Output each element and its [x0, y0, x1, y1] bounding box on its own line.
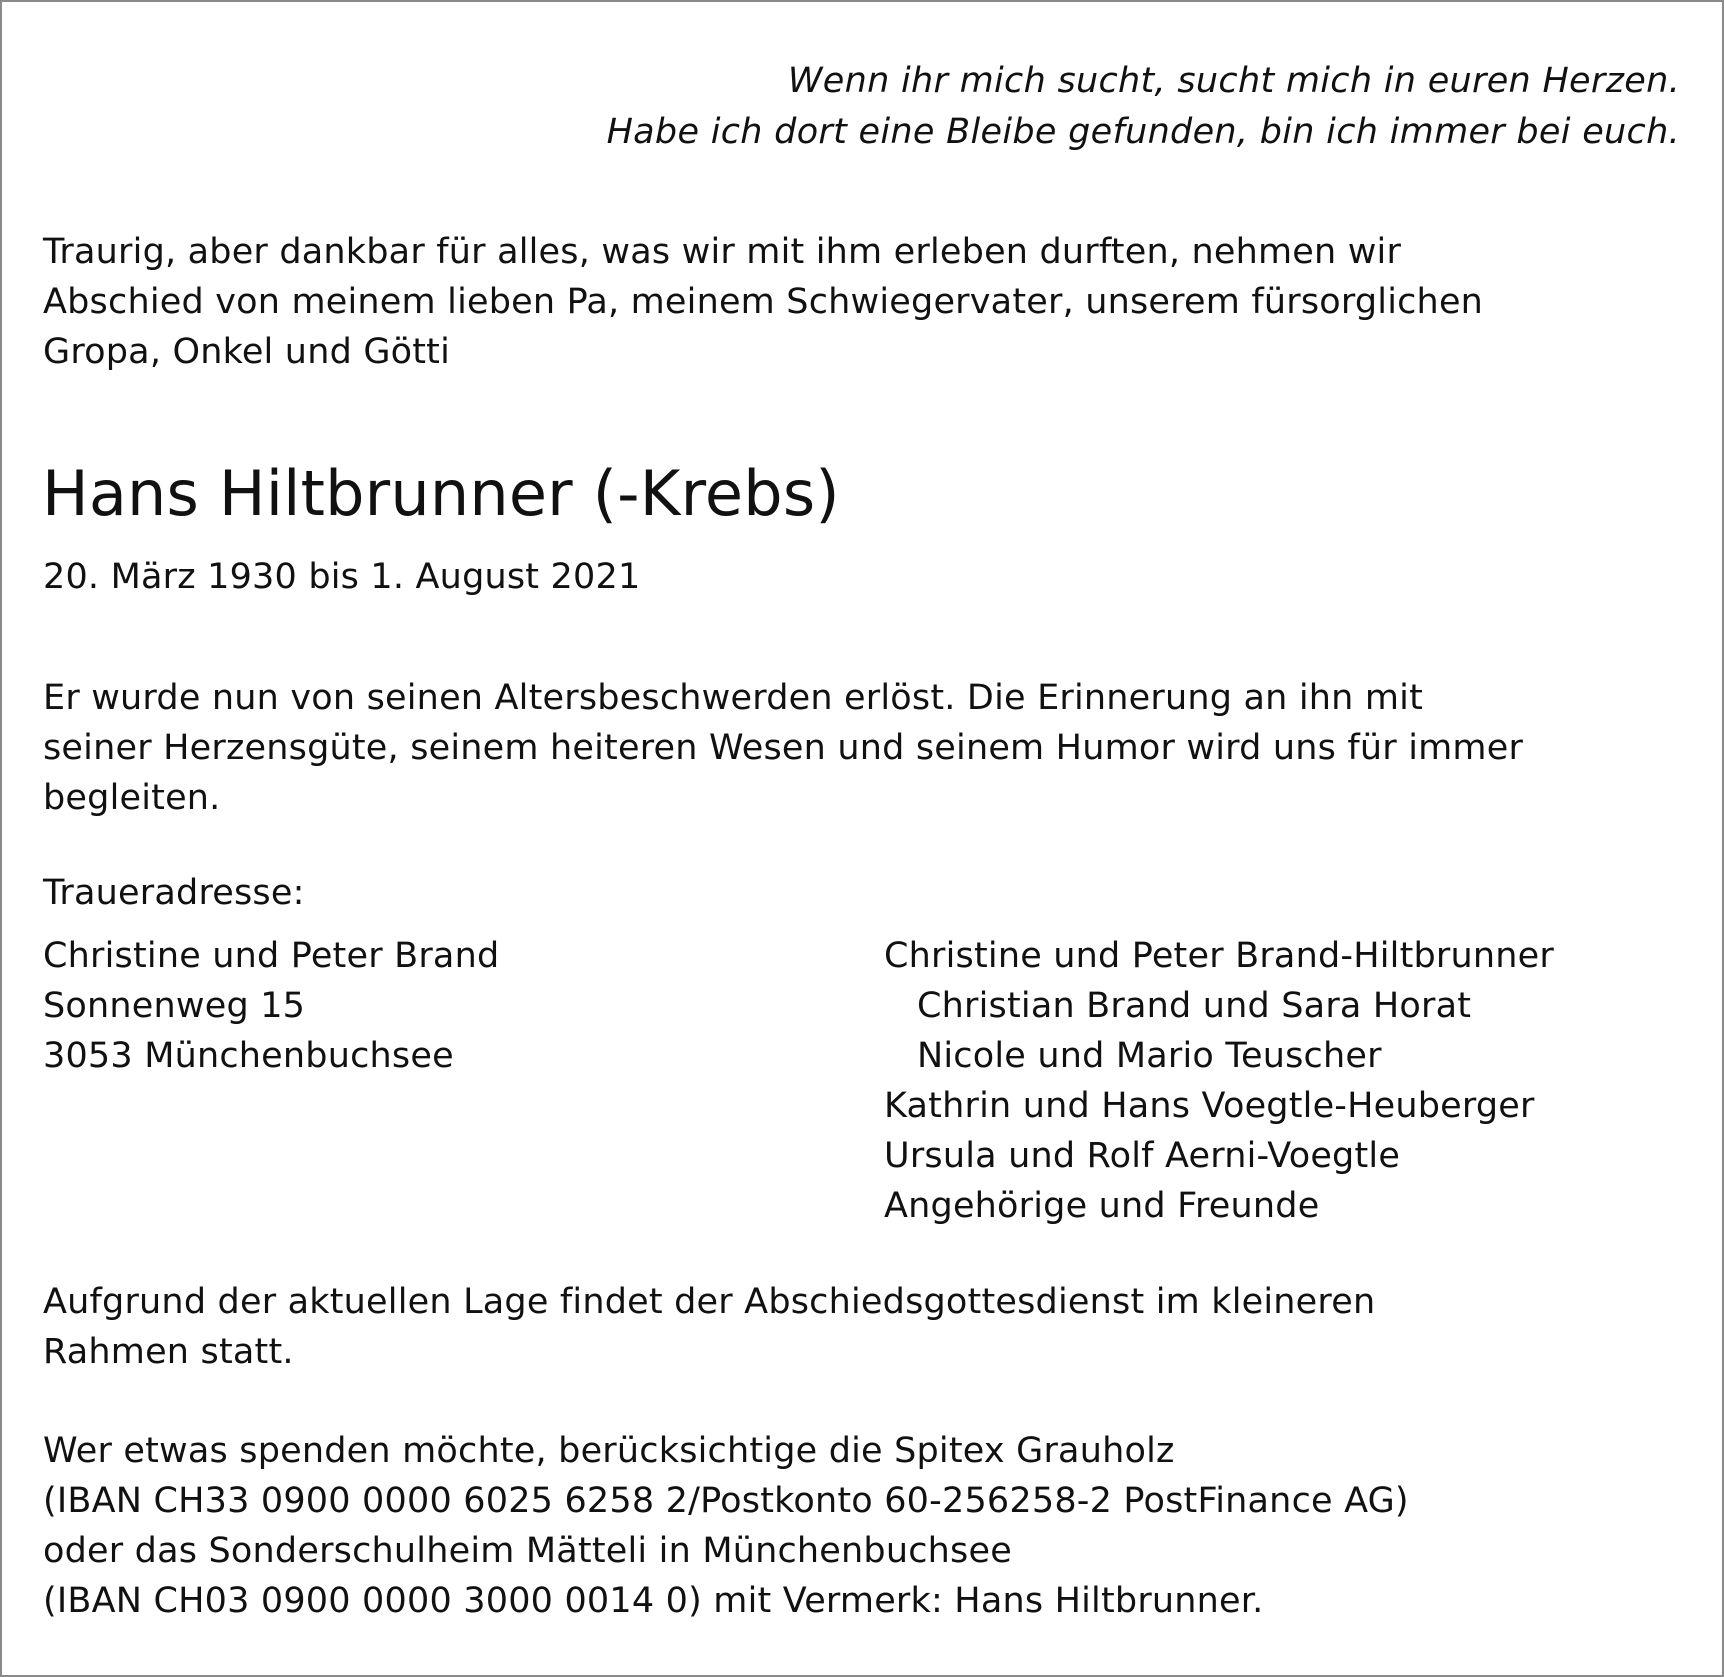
intro-line: Traurig, aber dankbar für alles, was wir mit ihm erleben durften, nehmen wir: [43, 232, 1402, 272]
tribute-line: seiner Herzensgüte, seinem heiteren Wesen und seinem Humor wird uns für immer: [43, 728, 1524, 768]
deceased-name: Hans Hiltbrunner (-Krebs): [42, 457, 840, 530]
address-line: 3053 Münchenbuchsee: [43, 1036, 454, 1076]
mourner-entry: Christine und Peter Brand-Hiltbrunner: [884, 936, 1554, 976]
mourning-address: [43, 931, 499, 1081]
donation-paragraph: [43, 1426, 1409, 1626]
intro-line: Gropa, Onkel und Götti: [43, 332, 451, 372]
mourner-entry: Angehörige und Freunde: [884, 1186, 1320, 1226]
tribute-line: Er wurde nun von seinen Altersbeschwerden erlöst. Die Erinnerung an ihn mit: [43, 678, 1423, 718]
donation-line: Wer etwas spenden möchte, berücksichtige die Spitex Grauholz: [43, 1431, 1175, 1471]
service-line: Rahmen statt.: [43, 1332, 294, 1372]
donation-line: (IBAN CH03 0900 0000 3000 0014 0) mit Vermerk: Hans Hiltbrunner.: [43, 1581, 1264, 1621]
motto-line: Wenn ihr mich sucht, sucht mich in euren Herzen.: [787, 61, 1680, 101]
motto-line: Habe ich dort eine Bleibe gefunden, bin ich immer bei euch.: [606, 112, 1680, 152]
mourner-entry: Ursula und Rolf Aerni-Voegtle: [884, 1136, 1401, 1176]
donation-line: oder das Sonderschulheim Mätteli in Münchenbuchsee: [43, 1531, 1012, 1571]
address-label: Traueradresse:: [43, 873, 305, 913]
life-dates: 20. März 1930 bis 1. August 2021: [43, 557, 641, 597]
address-line: Christine und Peter Brand: [43, 936, 500, 976]
mourner-entry: Kathrin und Hans Voegtle-Heuberger: [884, 1086, 1535, 1126]
mourner-entry: Nicole und Mario Teuscher: [917, 1036, 1382, 1076]
service-line: Aufgrund der aktuellen Lage findet der Abschiedsgottesdienst im kleineren: [43, 1282, 1376, 1322]
intro-paragraph: [43, 227, 1483, 377]
service-paragraph: [43, 1277, 1375, 1377]
intro-line: Abschied von meinem lieben Pa, meinem Schwiegervater, unserem fürsorglichen: [43, 282, 1484, 322]
mourners-list: [884, 931, 1554, 1231]
motto-quote: [607, 56, 1680, 158]
tribute-paragraph: [43, 673, 1523, 823]
tribute-line: begleiten.: [43, 778, 221, 818]
donation-line: (IBAN CH33 0900 0000 6025 6258 2/Postkonto 60-256258-2 PostFinance AG): [43, 1481, 1409, 1521]
address-line: Sonnenweg 15: [43, 986, 306, 1026]
mourner-entry: Christian Brand und Sara Horat: [917, 986, 1472, 1026]
